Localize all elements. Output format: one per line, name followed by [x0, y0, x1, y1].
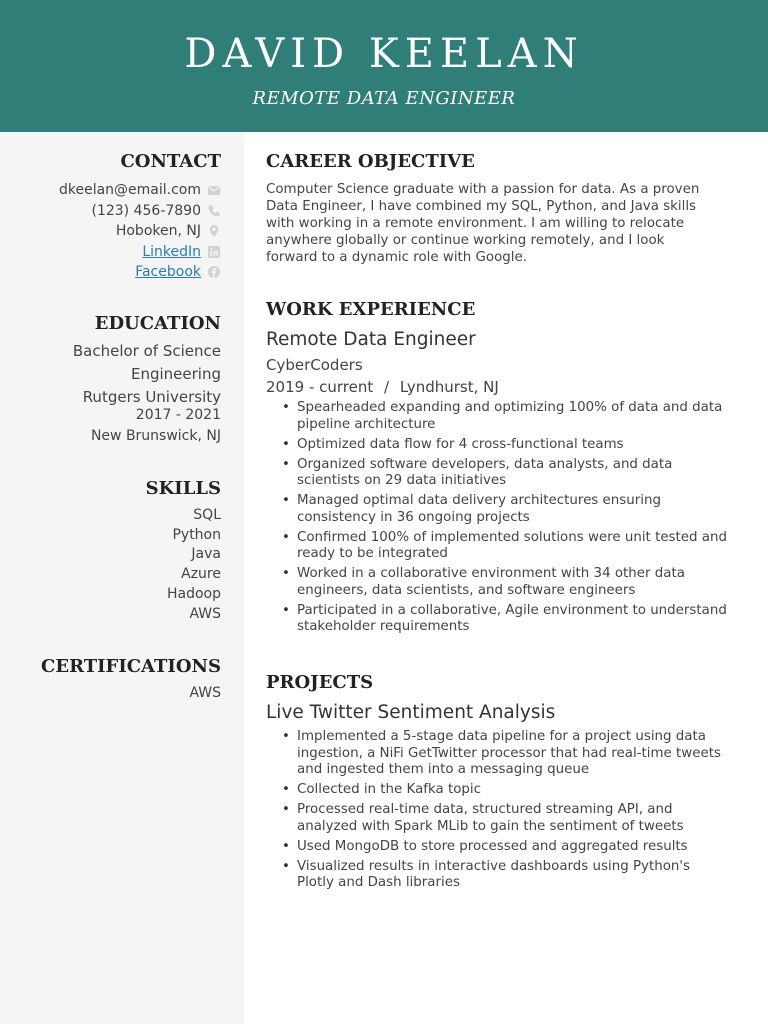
skill-item: Azure	[181, 566, 221, 582]
contact-location-row	[116, 221, 221, 241]
education-heading: EDUCATION	[94, 313, 221, 334]
list-item: • Visualized results in interactive dashboards using Python's Plotly and Dash libraries	[297, 859, 727, 892]
candidate-name: DAVID KEELAN	[184, 31, 584, 77]
skill-item: Python	[172, 527, 221, 543]
skill-item: Java	[191, 546, 221, 562]
job-company: CyberCoders	[266, 356, 363, 374]
facebook-icon	[207, 265, 221, 279]
projects-heading: PROJECTS	[266, 672, 374, 693]
list-item: • Optimized data flow for 4 cross-functional teams	[297, 437, 727, 454]
certification-item: AWS	[189, 685, 221, 701]
list-item: • Confirmed 100% of implemented solutions were unit tested and ready to be integrated	[297, 530, 727, 563]
list-item: • Spearheaded expanding and optimizing 100% of data and data pipeline architecture	[297, 400, 727, 433]
contact-email-row[interactable]	[59, 180, 221, 200]
job-title: Remote Data Engineer	[266, 329, 476, 350]
career-objective-text: Computer Science graduate with a passion for data. As a proven Data Engineer, I have combined my SQL, Python, and Java skills with working in a remote environment. I am willing to relocate anywhere globally or continue working remotely, and I look forward to a dynamic role with Google.	[266, 182, 700, 265]
list-item: • Processed real-time data, structured streaming API, and analyzed with Spark MLib to gain the sentiment of tweets	[297, 802, 727, 835]
education-degree-line1: Bachelor of Science	[72, 342, 221, 360]
job-dates-location	[266, 378, 499, 396]
contact-email[interactable]: dkeelan@email.com	[58, 182, 201, 198]
list-item: • Organized software developers, data analysts, and data scientists on 29 data initiatives	[297, 457, 727, 490]
list-item: • Implemented a 5-stage data pipeline for a project using data ingestion, a NiFi GetTwitter processor that had real-time tweets and ingested them into a messaging queue	[297, 729, 727, 779]
contact-linkedin-row[interactable]	[142, 242, 221, 262]
job-location: Lyndhurst, NJ	[399, 378, 499, 396]
project-bullet-list	[266, 729, 727, 895]
contact-heading: CONTACT	[120, 151, 221, 172]
dates-separator: /	[384, 378, 390, 396]
contact-phone[interactable]: (123) 456-7890	[91, 203, 201, 219]
list-item: • Managed optimal data delivery architectures ensuring consistency in 36 ongoing projects	[297, 493, 727, 526]
envelope-icon	[207, 183, 221, 197]
map-pin-icon	[207, 224, 221, 238]
contact-facebook-row[interactable]	[135, 262, 221, 282]
list-item: • Used MongoDB to store processed and aggregated results	[297, 839, 727, 856]
skills-heading: SKILLS	[145, 478, 221, 499]
contact-phone-row[interactable]	[92, 201, 222, 221]
work-experience-heading: WORK EXPERIENCE	[266, 299, 476, 320]
work-bullet-list	[266, 400, 727, 639]
resume-header	[0, 0, 768, 132]
career-objective-heading: CAREER OBJECTIVE	[266, 151, 475, 172]
certifications-heading: CERTIFICATIONS	[41, 656, 221, 677]
education-years: 2017 - 2021	[135, 407, 221, 423]
education-location: New Brunswick, NJ	[90, 428, 221, 444]
linkedin-link[interactable]: LinkedIn	[142, 244, 201, 260]
skill-item: SQL	[193, 507, 221, 523]
linkedin-icon	[207, 245, 221, 259]
job-dates: 2019 - current	[266, 378, 374, 396]
candidate-title: REMOTE DATA ENGINEER	[252, 88, 516, 109]
contact-location: Hoboken, NJ	[115, 223, 201, 239]
education-degree-line2: Engineering	[131, 365, 221, 383]
skill-item: Hadoop	[166, 586, 221, 602]
list-item: • Collected in the Kafka topic	[297, 782, 727, 799]
list-item: • Worked in a collaborative environment with 34 other data engineers, data scientists, and software engineers	[297, 566, 727, 599]
facebook-link[interactable]: Facebook	[135, 264, 201, 280]
phone-icon	[207, 204, 221, 218]
sidebar	[0, 132, 244, 1024]
project-title: Live Twitter Sentiment Analysis	[266, 702, 556, 723]
education-school: Rutgers University	[82, 388, 221, 406]
skill-item: AWS	[189, 606, 221, 622]
list-item: • Participated in a collaborative, Agile environment to understand stakeholder requirements	[297, 603, 727, 636]
